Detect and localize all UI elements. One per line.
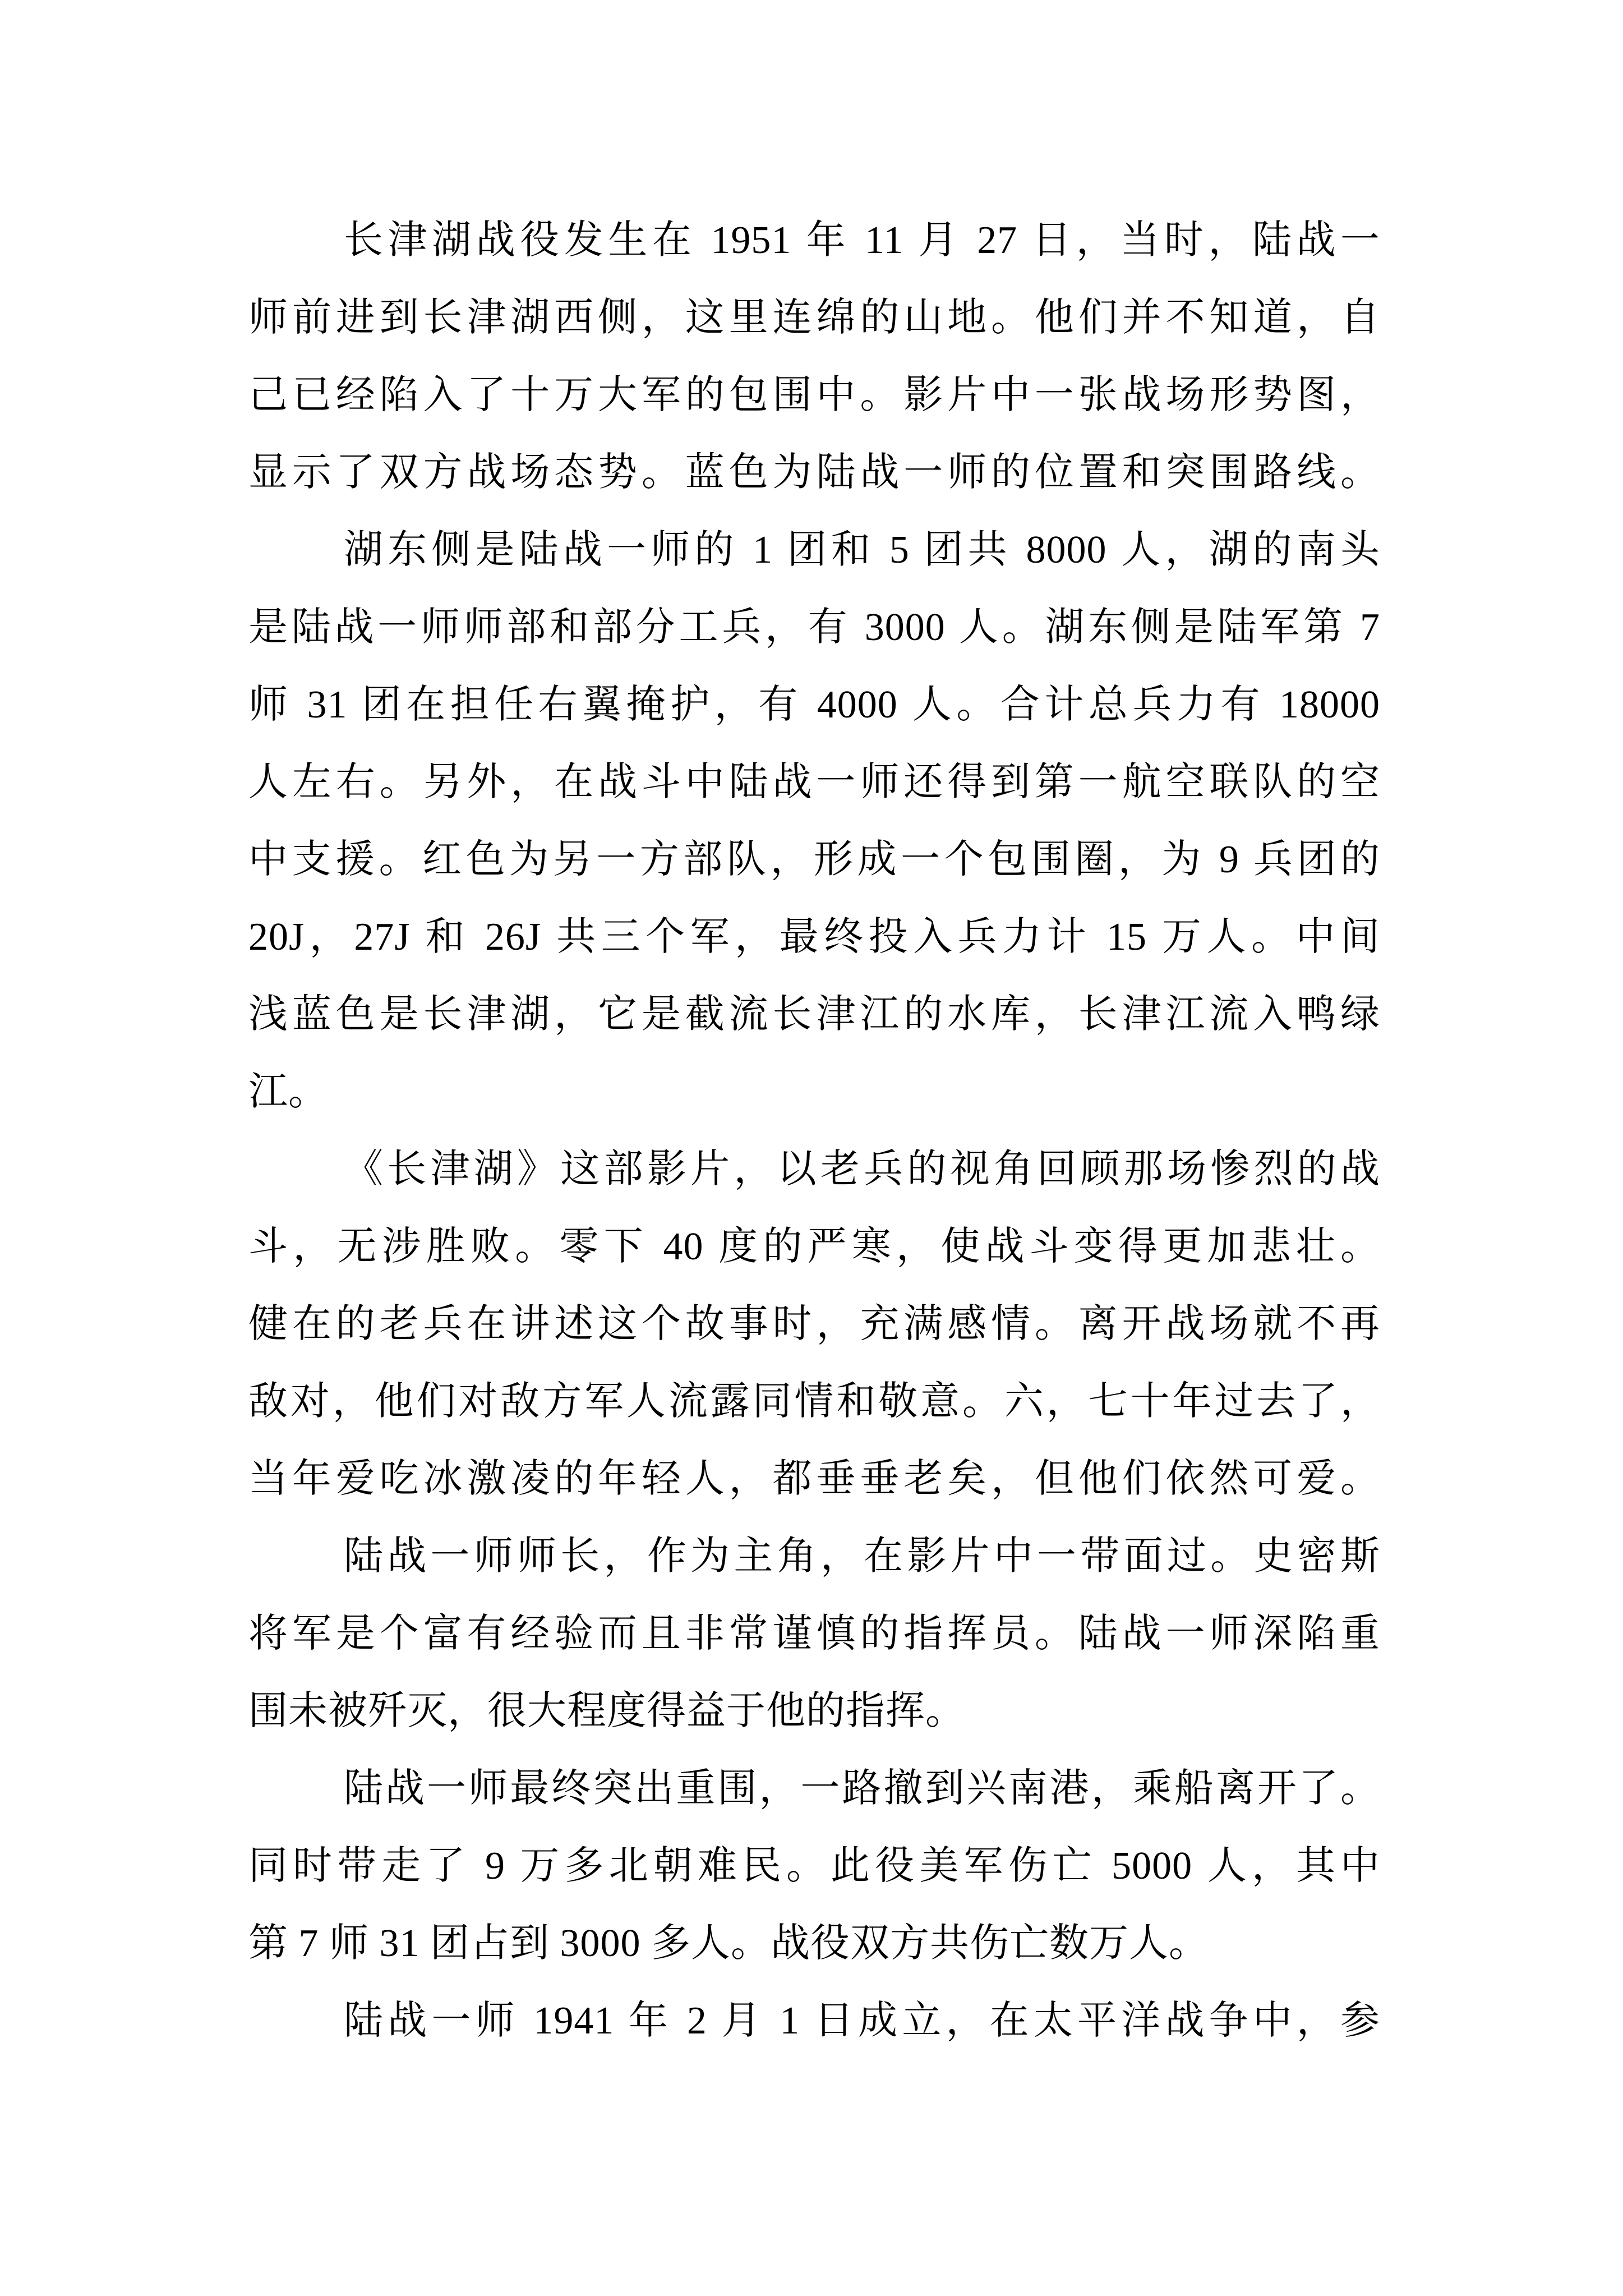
text-line: 健在的老兵在讲述这个故事时，充满感情。离开战场就不再 — [248, 1303, 1380, 1346]
text-line: 湖东侧是陆战一师的 1 团和 5 团共 8000 人，湖的南头 — [344, 528, 1380, 572]
text-line: 中支援。红色为另一方部队，形成一个包围圈，为 9 兵团的 — [248, 838, 1380, 881]
paragraph-3 — [248, 1131, 1380, 1518]
text-line: 江。 — [248, 1070, 328, 1114]
paragraph-1 — [248, 202, 1380, 512]
text-line: 师前进到长津湖西侧，这里连绵的山地。他们并不知道，自 — [248, 296, 1380, 339]
text-line: 师 31 团在担任右翼掩护，有 4000 人。合计总兵力有 18000 — [248, 683, 1380, 726]
text-line: 同时带走了 9 万多北朝难民。此役美军伤亡 5000 人，其中 — [248, 1844, 1380, 1888]
text-line: 是陆战一师师部和部分工兵，有 3000 人。湖东侧是陆军第 7 — [248, 606, 1380, 649]
text-line: 陆战一师最终突出重围，一路撤到兴南港，乘船离开了。 — [344, 1767, 1380, 1810]
text-line: 《长津湖》这部影片，以老兵的视角回顾那场惨烈的战 — [344, 1148, 1380, 1191]
text-line: 长津湖战役发生在 1951 年 11 月 27 日，当时，陆战一 — [344, 219, 1380, 262]
document-text-block — [248, 202, 1380, 2060]
text-line: 当年爱吃冰激凌的年轻人，都垂垂老矣，但他们依然可爱。 — [248, 1457, 1380, 1501]
paragraph-2 — [248, 512, 1380, 1131]
text-line: 人左右。另外，在战斗中陆战一师还得到第一航空联队的空 — [248, 761, 1380, 804]
paragraph-5 — [248, 1750, 1380, 1982]
text-line: 陆战一师 1941 年 2 月 1 日成立，在太平洋战争中，参 — [344, 1999, 1380, 2042]
text-line: 20J，27J 和 26J 共三个军，最终投入兵力计 15 万人。中间 — [248, 915, 1380, 959]
text-line: 己已经陷入了十万大军的包围中。影片中一张战场形势图， — [248, 374, 1380, 417]
paragraph-4 — [248, 1518, 1380, 1750]
text-line: 第 7 师 31 团占到 3000 多人。战役双方共伤亡数万人。 — [248, 1922, 1209, 1965]
paragraph-6 — [248, 1982, 1380, 2060]
text-line: 斗，无涉胜败。零下 40 度的严寒，使战斗变得更加悲壮。 — [248, 1225, 1380, 1268]
text-line: 陆战一师师长，作为主角，在影片中一带面过。史密斯 — [344, 1535, 1380, 1578]
text-line: 围未被歼灭，很大程度得益于他的指挥。 — [248, 1690, 965, 1733]
text-line: 敌对，他们对敌方军人流露同情和敬意。六，七十年过去了， — [248, 1380, 1380, 1423]
text-line: 显示了双方战场态势。蓝色为陆战一师的位置和突围路线。 — [248, 451, 1380, 494]
text-line: 将军是个富有经验而且非常谨慎的指挥员。陆战一师深陷重 — [248, 1612, 1380, 1655]
text-line: 浅蓝色是长津湖，它是截流长津江的水库，长津江流入鸭绿 — [248, 993, 1380, 1036]
